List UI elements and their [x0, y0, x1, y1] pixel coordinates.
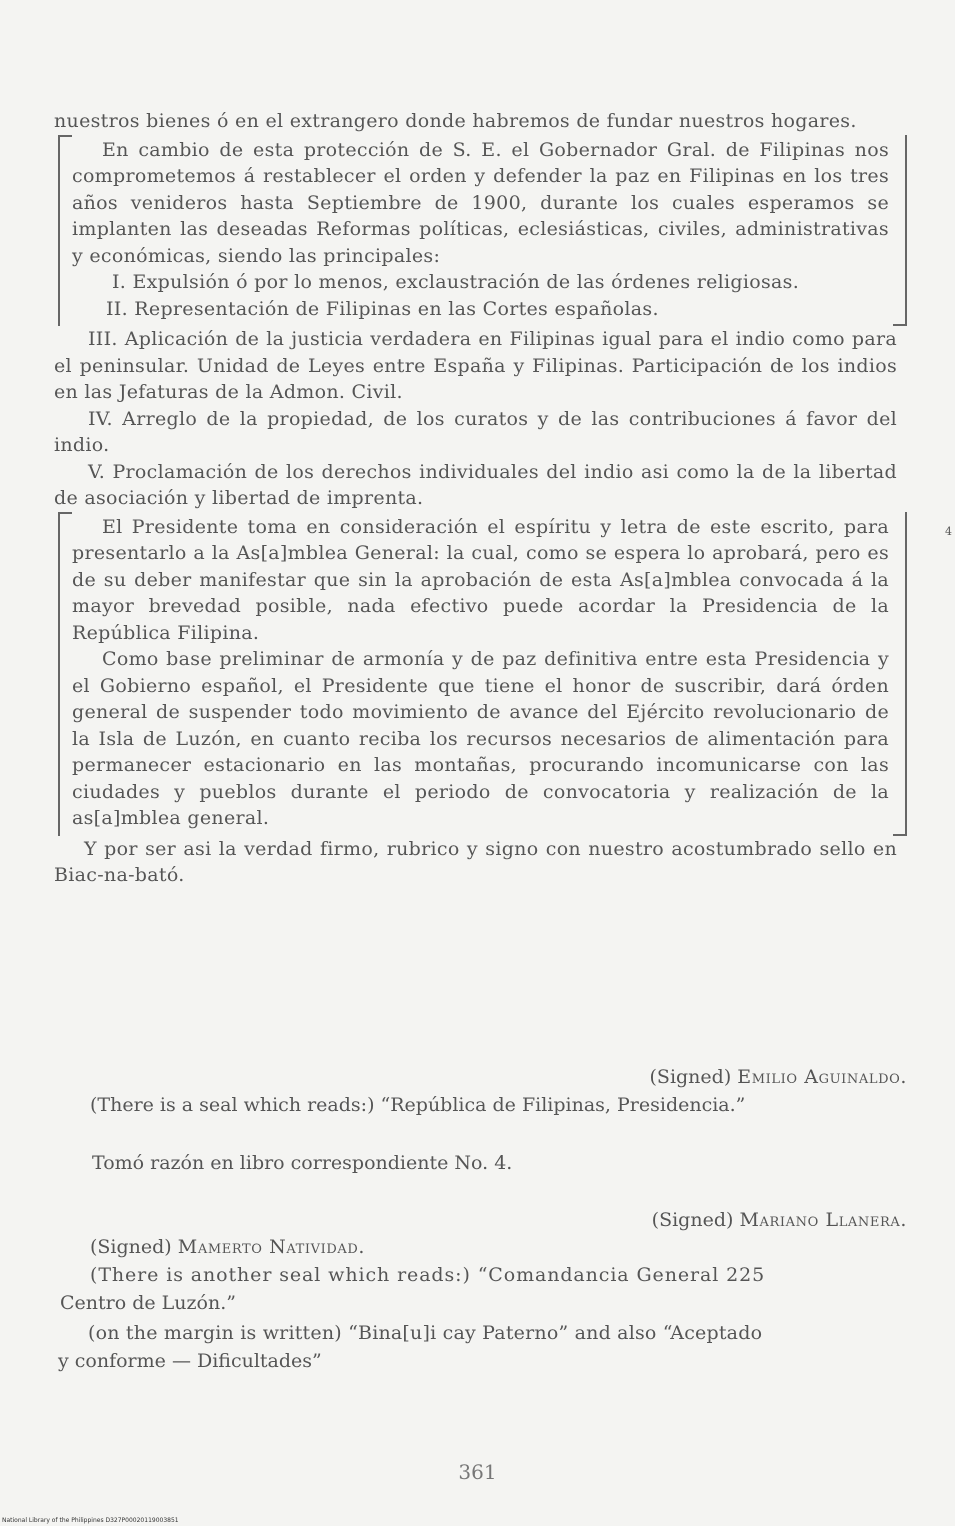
signer-name: Mariano Llanera.	[739, 1209, 907, 1231]
closing-paragraph: Y por ser asi la verdad firmo, rubrico y signo con nuestro acostumbrado sello en Biac-na-bató.	[54, 837, 897, 886]
bracketed-section-1	[58, 135, 907, 327]
signature-llanera	[652, 1207, 907, 1233]
protection-paragraph: En cambio de esta protección de S. E. el Gobernador Gral. de Filipinas nos comprometemos á restablecer el orden y defender la paz en Filipinas en los tres años venideros hasta Septiembre de 1900, durante los cuales esperamos se implanten las deseadas Reformas políticas, eclesiásticas, civiles, administrativas y económicas, siendo las principales:	[72, 138, 889, 267]
reform-item-3: III. Aplicación de la justicia verdadera en Filipinas igual para el indio como para el peninsular. Unidad de Leyes entre España y Filipinas. Participación de los indios en las Jefaturas de la Admon. Civil.	[54, 328, 897, 403]
page-number: 361	[458, 1460, 497, 1484]
signature-aguinaldo	[650, 1064, 907, 1090]
bracketed-section-2	[58, 512, 907, 836]
seal-note-2-line1: (There is another seal which reads:) “Comandancia General 225	[90, 1264, 766, 1286]
library-footer: National Library of the Philippines D327P00020119003851	[2, 1517, 179, 1524]
margin-mark: 4	[945, 525, 952, 538]
reform-item-4: IV. Arreglo de la propiedad, de los curatos y de las contribuciones á favor del indio.	[54, 407, 897, 456]
intro-paragraph: nuestros bienes ó en el extrangero donde habremos de fundar nuestros hogares.	[54, 110, 857, 132]
reform-item-1: I. Expulsión ó por lo menos, exclaustración de las órdenes religiosas.	[112, 271, 800, 293]
signature-natividad	[90, 1234, 365, 1260]
armonia-paragraph: Como base preliminar de armonía y de paz definitiva entre esta Presidencia y el Gobierno español, el Presidente que tiene el honor de suscribir, dará órden general de suspender todo movimiento de avance del Ejército revolucionario de la Isla de Luzón, en cuanto reciba los recursos necesarios de alimentación para permanecer estacionario en las montañas, procurando incomunicarse con las ciudades y pueblos durante el periodo de convocatoria y realización de la as[a]mblea general.	[72, 648, 889, 829]
margin-note-line2: y conforme — Dificultades”	[58, 1350, 322, 1372]
president-paragraph: El Presidente toma en consideración el espíritu y letra de este escrito, para presentarlo a la As[a]mblea General: la cual, como se espera lo aprobará, pero es de su deber manifestar que sin la aprobación de esta As[a]mblea convocada á la mayor brevedad posible, nada efectivo puede acordar la Presidencia de la República Filipina.	[72, 515, 889, 644]
margin-note-line1: (on the margin is written) “Bina[u]i cay Paterno” and also “Aceptado	[88, 1322, 763, 1344]
signer-name: Emilio Aguinaldo.	[737, 1066, 907, 1088]
reform-item-5: V. Proclamación de los derechos individuales del indio asi como la de la libertad de asociación y libertad de imprenta.	[54, 460, 897, 509]
registro-line: Tomó razón en libro correspondiente No. 4.	[92, 1152, 513, 1174]
reform-item-2: II. Representación de Filipinas en las Cortes españolas.	[106, 297, 659, 320]
signed-label: (Signed)	[649, 1066, 732, 1088]
signed-label: (Signed)	[651, 1209, 734, 1231]
signer-name: Mamerto Natividad.	[177, 1236, 366, 1258]
signed-label: (Signed)	[90, 1236, 172, 1258]
seal-note-1: (There is a seal which reads:) “República de Filipinas, Presidencia.”	[90, 1094, 746, 1116]
main-text	[54, 108, 897, 889]
seal-note-2-line2: Centro de Luzón.”	[60, 1292, 236, 1314]
